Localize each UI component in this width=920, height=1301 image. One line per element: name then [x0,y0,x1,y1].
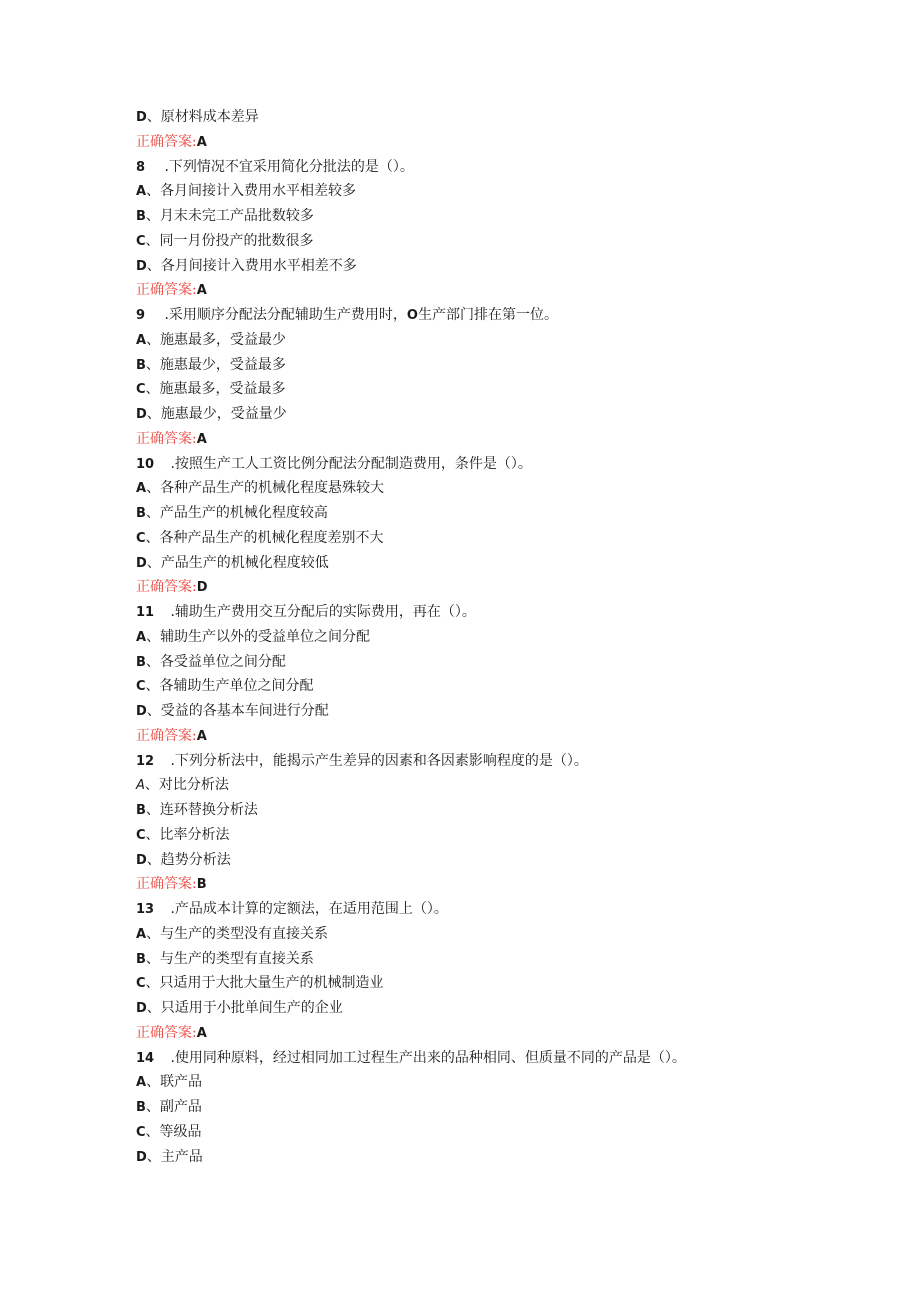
question-blank-mark: O [406,308,418,323]
option-label: A [136,481,147,497]
option-text: 与生产的类型没有直接关系 [160,925,329,942]
option-label: D [136,1001,147,1016]
correct-answer-line [136,575,836,600]
question-dot: . [166,752,175,769]
question-number: 10 [136,456,155,472]
question-dot: . [166,901,175,917]
option-line [136,1095,836,1120]
option-label: B [136,951,146,967]
option-line [136,377,836,402]
answer-value: A [196,728,207,744]
option-label: A [136,778,145,794]
option-separator: 、 [145,950,160,967]
option-label: D [136,852,147,868]
option-line [136,1145,836,1170]
option-separator: 、 [145,653,160,670]
option-line [136,971,836,996]
question-number: 8 [136,159,146,175]
option-separator: 、 [145,1099,160,1115]
option-line [136,353,836,378]
option-separator: 、 [145,678,160,695]
option-separator: 、 [146,480,161,497]
question-number: 12 [136,753,155,769]
option-text: 主产品 [160,1148,203,1165]
question-line [136,303,836,328]
option-text: 同一月份投产的批数很多 [159,232,314,249]
option-text: 只适用于大批大量生产的机械制造业 [159,975,384,992]
option-separator: 、 [146,628,161,645]
option-line [136,204,836,229]
answer-value: D [196,580,208,596]
option-line [136,848,836,873]
option-separator: 、 [146,331,161,348]
correct-answer-line [136,724,836,749]
option-line [136,476,836,501]
option-separator: 、 [146,703,161,719]
option-text: 比率分析法 [159,826,230,843]
option-line [136,798,836,823]
question-text-end: 生产部门排在第一位。 [417,307,558,323]
question-text: 下列分析法中，能揭示产生差异的因素和各因素影响程度的是（）。 [174,752,588,769]
option-text: 各种产品生产的机械化程度差别不大 [159,529,384,546]
option-text: 产品生产的机械化程度较高 [159,505,328,521]
question-text: 按照生产工人工资比例分配法分配制造费用，条件是（）。 [174,455,532,472]
option-line [136,254,836,279]
option-separator: 、 [146,554,161,571]
question-list [136,105,836,1169]
option-separator: 、 [145,802,160,818]
option-text: 施惠最多，受益最少 [160,331,287,348]
option-line [136,179,836,204]
question-text: 下列情况不宜采用简化分批法的是（）。 [168,158,414,175]
option-label: A [136,332,147,348]
option-label: D [136,1149,147,1165]
option-line [136,922,836,947]
option-label: D [136,704,147,719]
option-line [136,773,836,798]
option-separator: 、 [146,257,161,274]
option-separator: 、 [146,925,161,942]
option-separator: 、 [145,381,160,398]
option-text: 各月间接计入费用水平相差较多 [160,183,357,200]
option-label: B [136,209,146,224]
option-line [136,526,836,551]
option-text: 各种产品生产的机械化程度悬殊较大 [160,480,385,497]
option-separator: 、 [146,109,161,125]
question-text: 产品成本计算的定额法，在适用范围上（）。 [174,901,448,917]
question-dot: . [166,455,175,472]
option-separator: 、 [145,208,160,224]
option-separator: 、 [146,1000,161,1016]
option-separator: 、 [146,183,161,200]
question-line [136,749,836,774]
option-label: C [136,827,146,843]
answer-value: A [196,283,207,299]
option-label: B [136,506,146,521]
answer-label: 正确答案: [136,876,197,893]
answer-value: A [196,431,207,447]
option-label: C [136,530,146,546]
option-text: 施惠最少，受益最多 [159,356,286,373]
option-line [136,625,836,650]
option-text: 趋势分析法 [160,851,231,868]
option-separator: 、 [146,1148,161,1165]
option-line [136,650,836,675]
answer-value: B [196,877,207,893]
option-label: C [136,233,146,249]
correct-answer-line [136,278,836,303]
option-line [136,674,836,699]
question-number: 11 [136,605,155,620]
option-separator: 、 [146,1074,161,1091]
option-text: 施惠最多，受益最多 [159,381,286,398]
option-text: 月末未完工产品批数较多 [159,208,314,224]
option-label: C [136,1124,146,1140]
option-label: B [136,357,146,373]
option-separator: 、 [146,406,161,422]
option-separator: 、 [145,356,160,373]
correct-answer-line [136,130,836,155]
question-line [136,1046,836,1071]
answer-label: 正确答案: [136,579,197,596]
option-text: 连环替换分析法 [159,802,258,818]
question-line [136,155,836,180]
option-text: 受益的各基本车间进行分配 [160,703,329,719]
option-label: B [136,803,146,818]
option-label: D [136,555,147,571]
option-text: 辅助生产以外的受益单位之间分配 [160,628,371,645]
option-line [136,823,836,848]
option-label: A [136,629,147,645]
option-separator: 、 [146,851,161,868]
question-number: 14 [136,1050,155,1066]
option-line [136,1070,836,1095]
question-dot: . [160,307,169,323]
question-number: 9 [136,308,146,323]
correct-answer-line [136,427,836,452]
correct-answer-line [136,1021,836,1046]
question-line [136,600,836,625]
answer-label: 正确答案: [136,133,197,150]
option-label: A [136,926,147,942]
question-text: 使用同种原料，经过相同加工过程生产出来的品种相同、但质量不同的产品是（）。 [174,1049,686,1066]
option-separator: 、 [145,1123,160,1140]
option-text: 各月间接计入费用水平相差不多 [160,257,357,274]
option-text: 联产品 [160,1074,203,1091]
option-label: A [136,1075,147,1091]
answer-label: 正确答案: [136,430,197,447]
option-label: B [136,1100,146,1115]
correct-answer-line [136,872,836,897]
option-text: 原材料成本差异 [160,109,259,125]
option-separator: 、 [145,529,160,546]
option-line [136,1120,836,1145]
option-line [136,328,836,353]
option-text: 等级品 [159,1123,202,1140]
question-line [136,452,836,477]
option-label: B [136,654,146,670]
option-label: C [136,679,146,695]
question-dot: . [166,1049,175,1066]
answer-label: 正确答案: [136,1024,197,1041]
answer-value: A [196,1025,207,1041]
option-text: 各辅助生产单位之间分配 [159,678,314,695]
option-line [136,947,836,972]
option-text: 与生产的类型有直接关系 [159,950,314,967]
option-label: A [136,184,147,200]
option-text: 对比分析法 [158,777,229,794]
option-label: D [136,258,147,274]
question-dot: . [160,158,169,175]
answer-label: 正确答案: [136,727,197,744]
option-separator: 、 [145,975,160,992]
answer-label: 正确答案: [136,282,197,299]
option-line [136,402,836,427]
question-line [136,897,836,922]
option-separator: 、 [144,777,159,794]
option-label: C [136,976,146,992]
option-text: 各受益单位之间分配 [159,653,286,670]
option-label: C [136,382,146,398]
option-label: D [136,407,147,422]
option-line [136,996,836,1021]
question-dot: . [166,604,175,620]
question-text: 辅助生产费用交互分配后的实际费用，再在（）。 [174,604,476,620]
option-separator: 、 [145,826,160,843]
option-separator: 、 [145,505,160,521]
option-text: 产品生产的机械化程度较低 [160,554,329,571]
option-separator: 、 [145,232,160,249]
option-text: 副产品 [159,1099,202,1115]
answer-value: A [196,134,207,150]
question-number: 13 [136,902,155,917]
option-line [136,229,836,254]
option-label: D [136,110,147,125]
option-line [136,105,836,130]
question-text: 采用顺序分配法分配辅助生产费用时， [168,307,407,323]
option-text: 只适用于小批单间生产的企业 [160,1000,343,1016]
option-line [136,501,836,526]
option-line [136,699,836,724]
option-line [136,551,836,576]
option-text: 施惠最少，受益量少 [160,406,287,422]
